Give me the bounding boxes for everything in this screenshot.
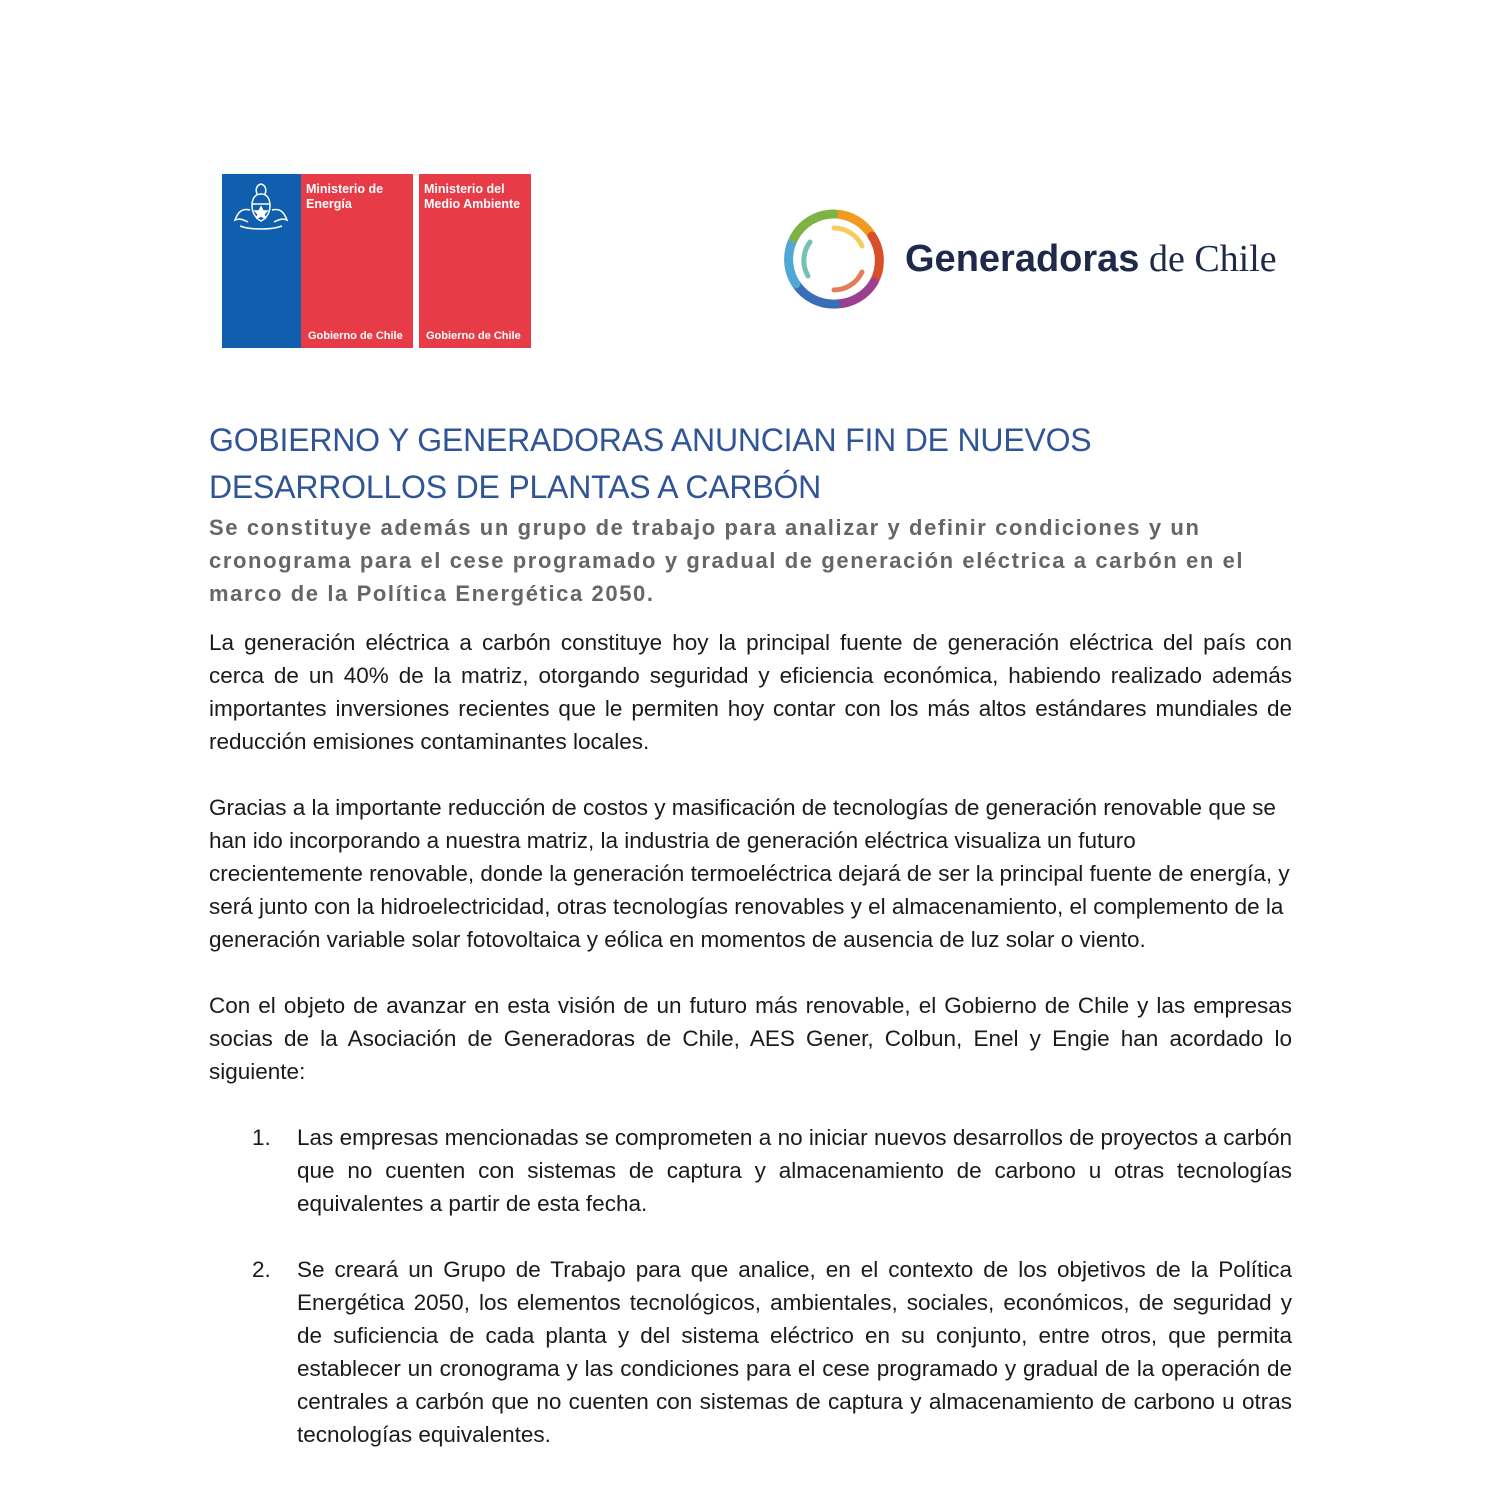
title-line-1: GOBIERNO Y GENERADORAS ANUNCIAN FIN DE NUEVOS [209, 422, 1092, 458]
paragraph-3: Con el objeto de avanzar en esta visión de un futuro más renovable, el Gobierno de Chile y las empresas socias de la Asociación de Generadoras de Chile, AES Gener, Colbun, Enel y Engie han acordado lo siguiente: [209, 993, 1292, 1084]
list-item [209, 1253, 1292, 1451]
gobierno-de-chile-logo [222, 174, 531, 348]
generadoras-de-chile-logo [784, 204, 1277, 314]
generadoras-wordmark [905, 237, 1277, 281]
wordmark-light: de Chile [1139, 238, 1277, 280]
coat-of-arms-icon [230, 180, 292, 232]
ministry-medio-ambiente-label: Ministerio del Medio Ambiente [424, 182, 521, 211]
list-item-text: Las empresas mencionadas se comprometen a no iniciar nuevos desarrollos de proyectos a carbón que no cuenten con sistemas de captura y almacenamiento de carbono u otras tecnologías equivalentes a partir de esta fecha. [297, 1125, 1292, 1216]
paragraph-2: Gracias a la importante reducción de costos y masificación de tecnologías de generación renovable que se han ido incorporando a nuestra matriz, la industria de generación eléctrica visualiza un futuro crecientemente renovable, donde la generación termoeléctrica dejará de ser la principal fuente de energía, y será junto con la hidroelectricidad, otras tecnologías renovables y el almacenamiento, el complemento de la generación variable solar fotovoltaica y eólica en momentos de ausencia de luz solar o viento. [209, 795, 1290, 952]
wordmark-strong: Generadoras [905, 238, 1140, 280]
agreement-list [209, 1121, 1292, 1451]
ministerio-energia-panel [301, 174, 413, 348]
subtitle: Se constituye además un grupo de trabajo para analizar y definir condiciones y un cronograma para el cese programado y gradual de generación eléctrica a carbón en el marco de la Política Energética 2050. [209, 515, 1245, 606]
list-item [209, 1121, 1292, 1220]
title-line-2: DESARROLLOS DE PLANTAS A CARBÓN [209, 469, 822, 505]
gobierno-label-2: Gobierno de Chile [426, 330, 521, 342]
paragraph-1: La generación eléctrica a carbón constituye hoy la principal fuente de generación eléctrica del país con cerca de un 40% de la matriz, otorgando seguridad y eficiencia económica, habiendo realizado además importantes inversiones recientes que le permiten hoy contar con los más altos estándares mundiales de reducción emisiones contaminantes locales. [209, 630, 1292, 754]
generadoras-ring-icon [784, 204, 884, 314]
gobierno-label-1: Gobierno de Chile [308, 330, 403, 342]
document-body [209, 417, 1292, 1484]
list-item-text: Se creará un Grupo de Trabajo para que analice, en el contexto de los objetivos de la Política Energética 2050, los elementos tecnológicos, ambientales, sociales, económicos, de seguridad y de suficiencia de cada planta y del sistema eléctrico en su conjunto, entre otros, que permita establecer un cronograma y las condiciones para el cese programado y gradual de la operación de centrales a carbón que no cuenten con sistemas de captura y almacenamiento de carbono u otras tecnologías equivalentes. [297, 1257, 1292, 1447]
ministerio-medio-ambiente-panel [419, 174, 531, 348]
gov-logo-blue-panel [222, 174, 301, 348]
list-item-number: 2. [252, 1257, 271, 1282]
list-item-number: 1. [252, 1125, 271, 1150]
page-title [209, 417, 1292, 511]
ministry-energia-label: Ministerio de Energía [306, 182, 384, 211]
